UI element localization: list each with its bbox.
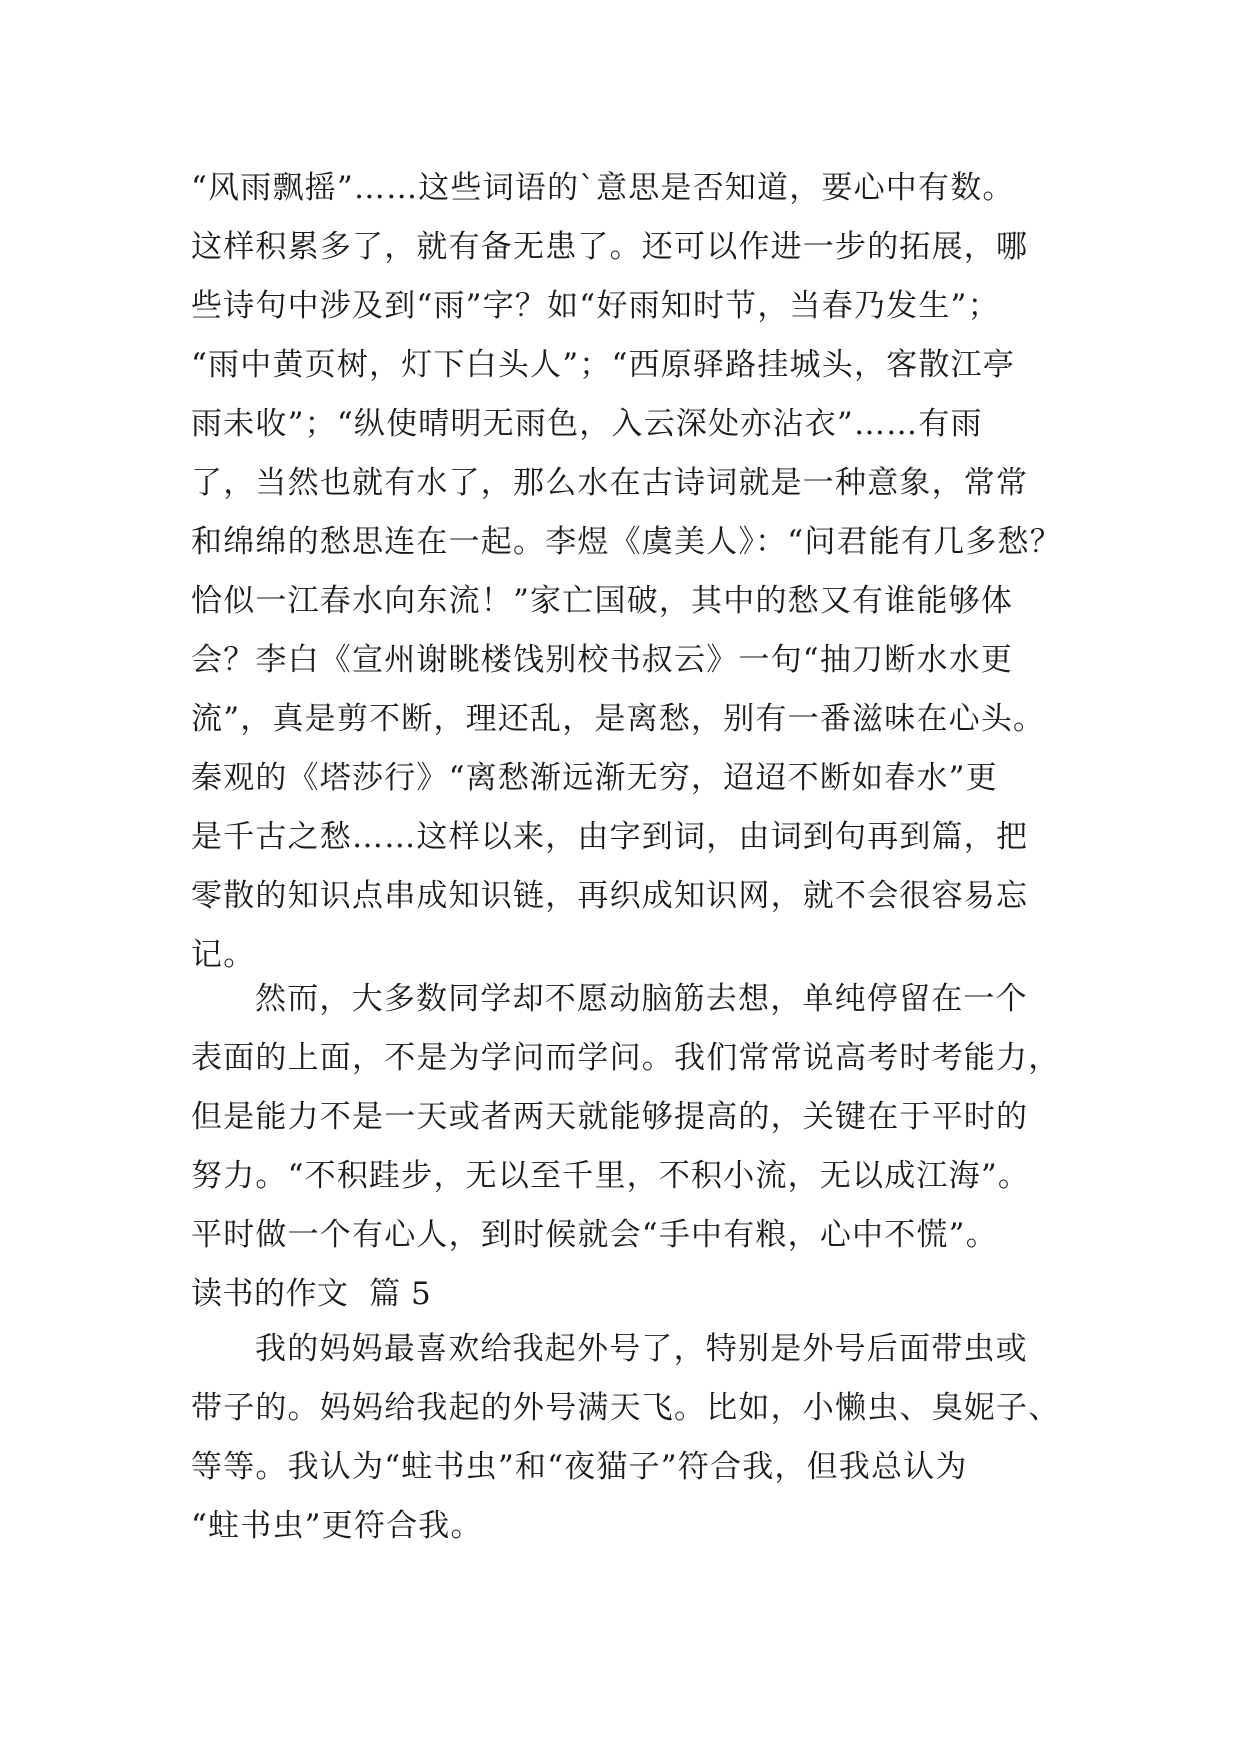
- text-line: 雨未收”；“纵使晴明无雨色，入云深处亦沾衣”……有雨: [191, 406, 983, 442]
- text-line: “风雨飘摇”……这些词语的`意思是否知道，要心中有数。: [191, 170, 1015, 206]
- text-line: 和绵绵的愁思连在一起。李煜《虞美人》：“问君能有几多愁？: [191, 524, 1062, 560]
- text-line: 些诗句中涉及到“雨”字？如“好雨知时节，当春乃发生”；: [191, 288, 1000, 324]
- text-line: 这样积累多了，就有备无患了。还可以作进一步的拓展，哪: [191, 229, 1029, 265]
- text-line: 努力。“不积跬步，无以至千里，不积小流，无以成江海”。: [191, 1158, 1031, 1194]
- text-line: 是千古之愁……这样以来，由字到词，由词到句再到篇，把: [191, 819, 1029, 855]
- text-line: 了，当然也就有水了，那么水在古诗词就是一种意象，常常: [191, 465, 1029, 501]
- text-line: 带子的。妈妈给我起的外号满天飞。比如，小懒虫、臭妮子、: [191, 1390, 1061, 1426]
- text-line: 秦观的《塔莎行》“离愁渐远渐无穷，迢迢不断如春水”更: [191, 760, 998, 796]
- paragraph-nicknames: [191, 1320, 1091, 1556]
- paragraph-rain-poems: [191, 159, 1091, 985]
- paragraph-effort: [191, 970, 1091, 1324]
- text-line: 等等。我认为“蛀书虫”和“夜猫子”符合我，但我总认为: [191, 1449, 968, 1485]
- text-line: 然而，大多数同学却不愿动脑筋去想，单纯停留在一个: [255, 981, 1028, 1017]
- text-line: 恰似一江春水向东流！”家亡国破，其中的愁又有谁能够体: [191, 583, 1014, 619]
- text-line: “蛀书虫”更符合我。: [191, 1508, 483, 1544]
- text-line: 记。: [191, 937, 256, 973]
- text-line: 零散的知识点串成知识链，再织成知识网，就不会很容易忘: [191, 878, 1029, 914]
- text-line: 流”，真是剪不断，理还乱，是离愁，别有一番滋味在心头。: [191, 701, 1046, 737]
- text-line: 表面的上面，不是为学问而学问。我们常常说高考时考能力，: [191, 1040, 1061, 1076]
- section-heading: 读书的作文 篇 5: [191, 1276, 432, 1312]
- text-line: “雨中黄页树，灯下白头人”；“西原驿路挂城头，客散江亭: [191, 347, 1015, 383]
- text-line: 我的妈妈最喜欢给我起外号了，特别是外号后面带虫或: [255, 1331, 1028, 1367]
- text-line: 会？李白《宣州谢眺楼饯别校书叔云》一句“抽刀断水水更: [191, 642, 1014, 678]
- text-line: 但是能力不是一天或者两天就能够提高的，关键在于平时的: [191, 1099, 1029, 1135]
- text-line: 平时做一个有心人，到时候就会“手中有粮，心中不慌”。: [191, 1217, 998, 1253]
